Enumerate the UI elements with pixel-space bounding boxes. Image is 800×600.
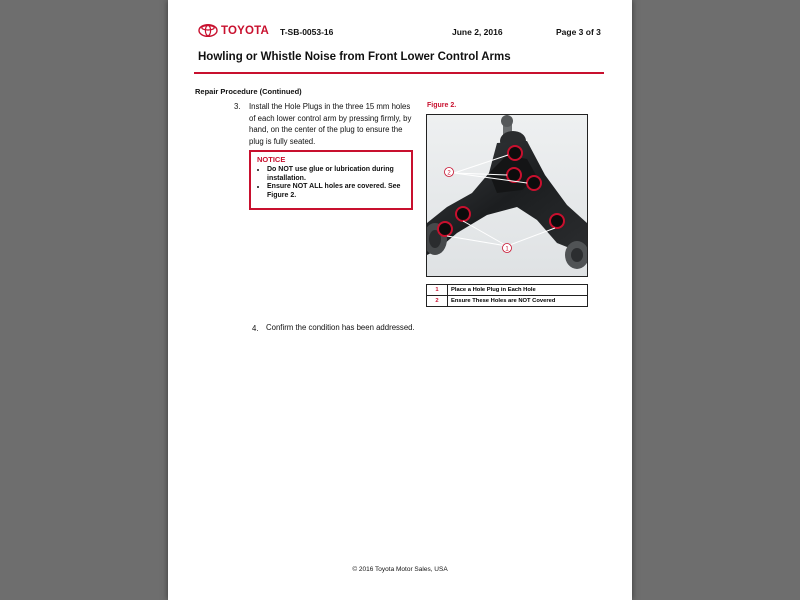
callout-2-label: 2 bbox=[447, 170, 451, 177]
control-arm-photo bbox=[426, 114, 588, 277]
step-3-number: 3. bbox=[234, 102, 241, 111]
legend-number: 1 bbox=[427, 285, 448, 296]
section-heading: Repair Procedure (Continued) bbox=[195, 87, 302, 96]
brand-name: TOYOTA bbox=[221, 24, 270, 37]
legend-row bbox=[427, 285, 588, 296]
document-page bbox=[168, 0, 632, 600]
step-4-number: 4. bbox=[252, 324, 259, 333]
document-date: June 2, 2016 bbox=[452, 27, 503, 37]
notice-title: NOTICE bbox=[257, 155, 286, 164]
legend-text: Ensure These Holes are NOT Covered bbox=[448, 296, 588, 307]
legend-row bbox=[427, 296, 588, 307]
legend-number: 2 bbox=[427, 296, 448, 307]
page-title: Howling or Whistle Noise from Front Lower Control Arms bbox=[198, 51, 511, 63]
figure-caption: Figure 2. bbox=[427, 102, 457, 109]
copyright-footer: © 2016 Toyota Motor Sales, USA bbox=[352, 566, 448, 573]
toyota-emblem-icon bbox=[198, 24, 218, 37]
callout-1 bbox=[503, 244, 512, 253]
callout-2 bbox=[445, 168, 454, 177]
page-indicator: Page 3 of 3 bbox=[556, 27, 601, 37]
title-divider bbox=[194, 72, 604, 74]
document-number: T-SB-0053-16 bbox=[280, 27, 334, 37]
notice-box bbox=[249, 150, 413, 210]
notice-item: • Do NOT use glue or lubrication during installation. bbox=[267, 166, 405, 183]
notice-item: • Ensure NOT ALL holes are covered. See Figure 2. bbox=[267, 183, 405, 200]
step-3-text: Install the Hole Plugs in the three 15 mm holes of each lower control arm by pressing firmly, by hand, on the center of the plug to ensure the plug is fully seated. bbox=[249, 102, 412, 146]
figure-legend bbox=[426, 284, 588, 307]
step-4-text: Confirm the condition has been addressed. bbox=[266, 323, 415, 332]
legend-text: Place a Hole Plug in Each Hole bbox=[448, 285, 588, 296]
notice-list bbox=[257, 166, 405, 200]
toyota-logo bbox=[198, 24, 269, 37]
callout-1-label: 1 bbox=[505, 246, 509, 253]
